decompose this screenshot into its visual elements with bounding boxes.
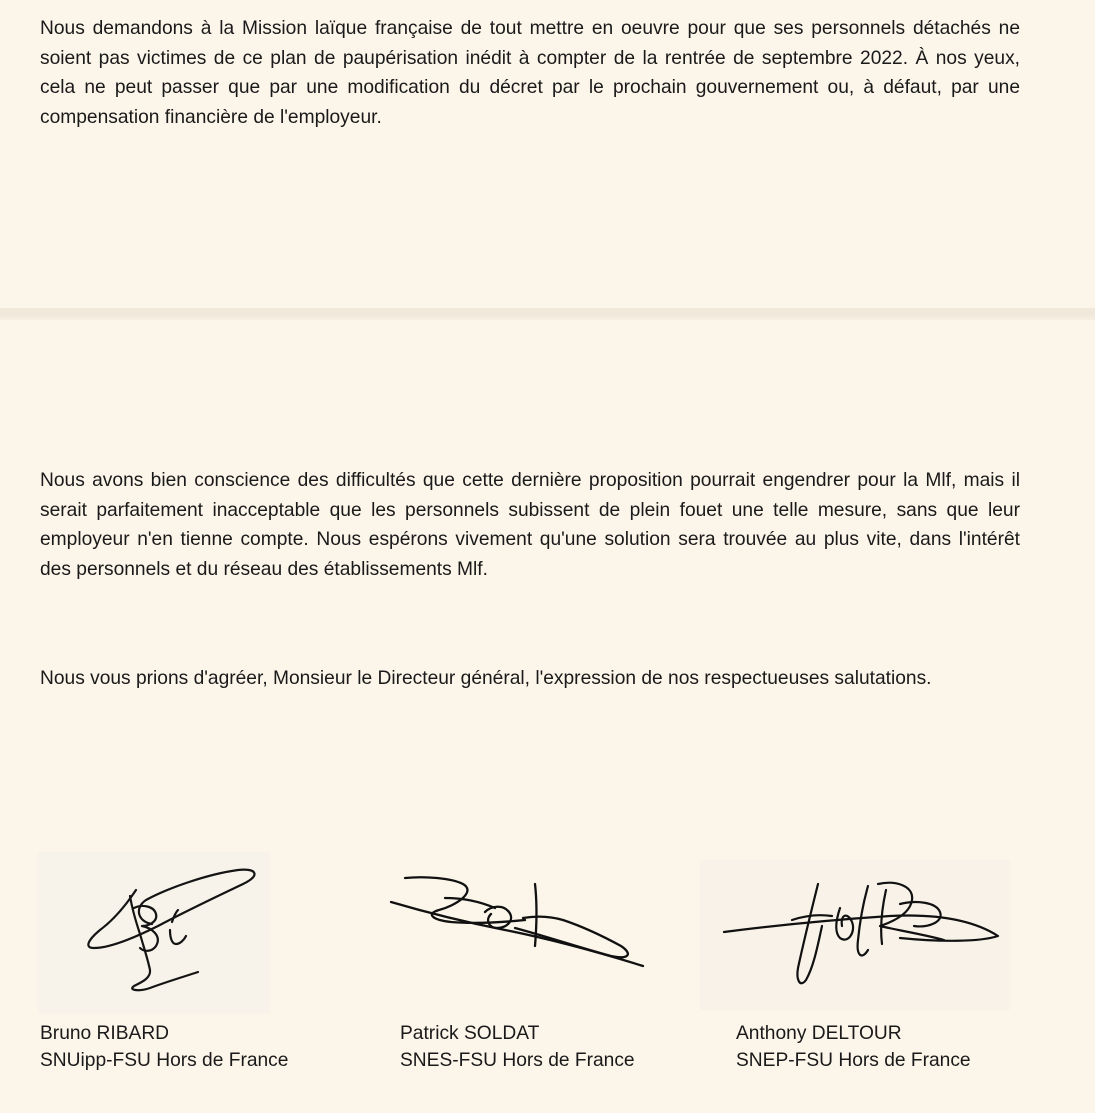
signatory-organization: SNES-FSU Hors de France (400, 1050, 635, 1071)
letter-paragraph-closing: Nous vous prions d'agréer, Monsieur le Directeur général, l'expression de nos respectueuses salutations. (40, 668, 932, 689)
signatory-patrick-soldat (400, 1020, 635, 1074)
signatory-name: Anthony DELTOUR (736, 1023, 902, 1044)
letter-paragraph-demand: Nous demandons à la Mission laïque française de tout mettre en oeuvre pour que ses personnels détachés ne soient pas victimes de ce plan de paupérisation inédit à compter de la rentrée de septembre 2022. À nos yeux, cela ne peut passer que par une modification du décret par le prochain gouvernement ou, à défaut, par une compensation financière de l'employeur. (40, 18, 1020, 128)
signatory-organization: SNEP-FSU Hors de France (736, 1050, 971, 1071)
page-break-divider (0, 308, 1095, 320)
signatory-anthony-deltour (736, 1020, 971, 1074)
signature-image-patrick-soldat (385, 862, 647, 980)
signatory-organization: SNUipp-FSU Hors de France (40, 1050, 289, 1071)
letter-paragraph-awareness: Nous avons bien conscience des difficultés que cette dernière proposition pourrait engendrer pour la Mlf, mais il serait parfaitement inacceptable que les personnels subissent de plein fouet une telle mesure, sans que leur employeur n'en tienne compte. Nous espérons vivement qu'une solution sera trouvée au plus vite, dans l'intérêt des personnels et du réseau des établissements Mlf. (40, 470, 1020, 580)
signature-image-anthony-deltour (700, 860, 1010, 1010)
signatory-bruno-ribard (40, 1020, 288, 1074)
signature-image-bruno-ribard (38, 852, 270, 1014)
signatory-name: Bruno RIBARD (40, 1023, 170, 1044)
signatory-name: Patrick SOLDAT (400, 1023, 540, 1044)
